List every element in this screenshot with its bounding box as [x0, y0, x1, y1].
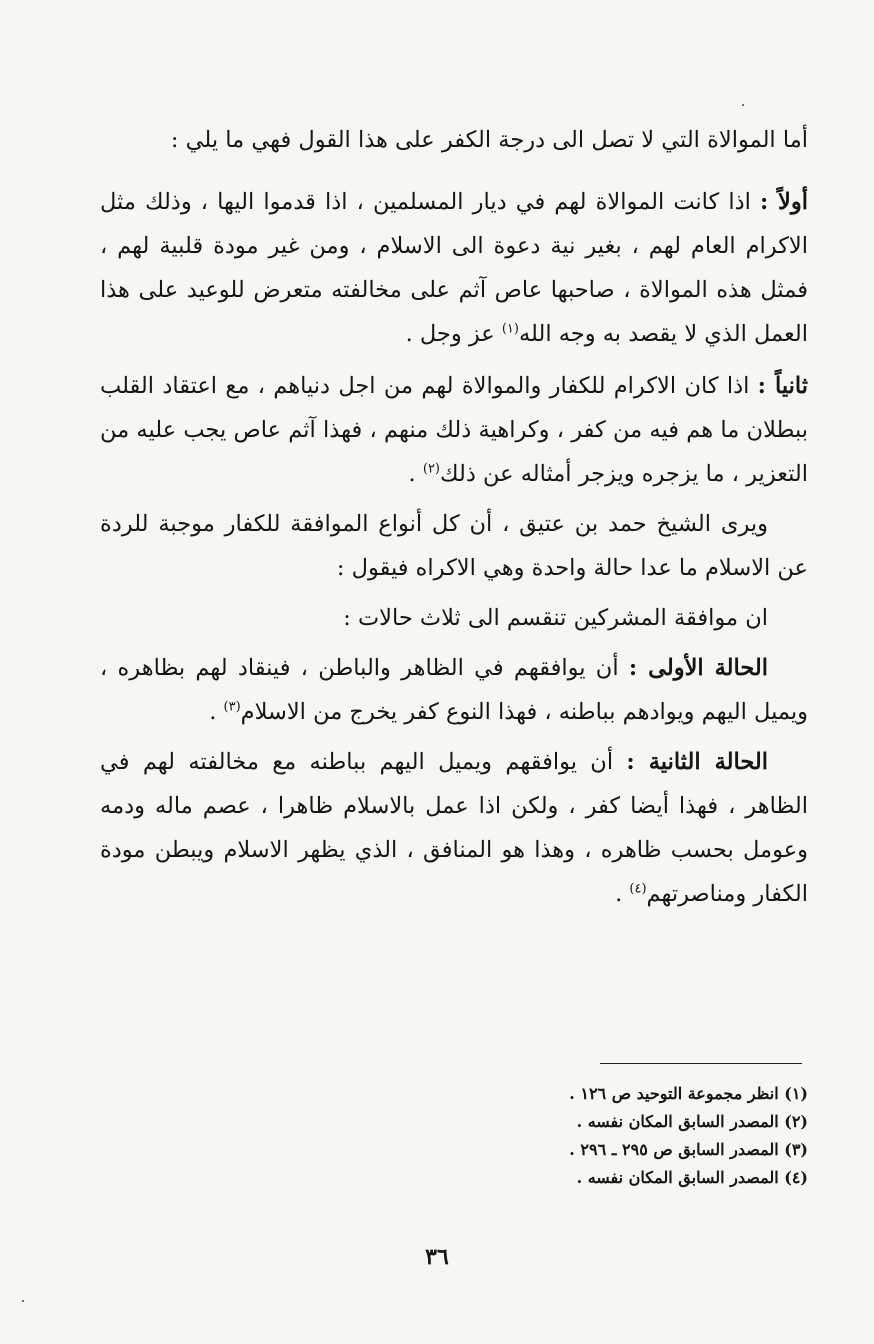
- point-one-lead: أولاً :: [759, 189, 809, 215]
- footnote-4: (٤) المصدر السابق المكان نفسه .: [576, 1168, 808, 1187]
- footnote-ref-2: (٢): [422, 461, 440, 477]
- scan-speck: [742, 104, 744, 106]
- main-text: [100, 118, 808, 916]
- point-one-text: اذا كانت الموالاة لهم في ديار المسلمين ، اذا قدموا اليها ، وذلك مثل الاكرام العام لهم ، بغير نية دعوة الى الاسلام ، ومن غير مودة قلبية لهم ، فمثل هذه الموالاة ، صاحبها عاص آثم على مخالفته متعرض للوعيد على هذا العمل الذي لا يقصد به وجه الله: [100, 189, 808, 347]
- footnote-ref-4: (٤): [629, 881, 647, 897]
- footnote-separator: [600, 1063, 802, 1064]
- point-one-tail: عز وجل .: [405, 321, 502, 347]
- point-two-text: اذا كان الاكرام للكفار والموالاة لهم من اجل دنياهم ، مع اعتقاد القلب ببطلان ما هم فيه من كفر ، وكراهية ذلك منهم ، فهذا آثم عاص يجب عليه من التعزير ، ما يزجره ويزجر أمثاله عن ذلك: [100, 373, 808, 487]
- case-one-lead: الحالة الأولى :: [628, 655, 768, 681]
- footnote-1: (١) انظر مجموعة التوحيد ص ١٢٦ .: [569, 1084, 808, 1103]
- case-one-tail: .: [209, 699, 224, 725]
- footnote-ref-1: (١): [501, 321, 519, 337]
- footnotes: [440, 1080, 808, 1192]
- case-one-text: أن يوافقهم في الظاهر والباطن ، فينقاد لهم بظاهره ، ويميل اليهم ويوادهم بباطنه ، فهذا النوع كفر يخرج من الاسلام: [100, 655, 808, 725]
- intro-paragraph: أما الموالاة التي لا تصل الى درجة الكفر على هذا القول فهي ما يلي :: [170, 127, 808, 153]
- page-number: ٣٦: [425, 1244, 449, 1270]
- footnote-2: (٢) المصدر السابق المكان نفسه .: [576, 1112, 808, 1131]
- footnote-3: (٣) المصدر السابق ص ٢٩٥ ـ ٢٩٦ .: [569, 1140, 808, 1159]
- point-one-paragraph: [100, 180, 808, 356]
- three-cases-paragraph: ان موافقة المشركين تنقسم الى ثلاث حالات :: [343, 605, 768, 631]
- ibn-atiq-paragraph: ويرى الشيخ حمد بن عتيق ، أن كل أنواع الموافقة للكفار موجبة للردة عن الاسلام ما عدا حالة واحدة وهي الاكراه فيقول :: [100, 511, 808, 581]
- scan-speck: [22, 1300, 24, 1302]
- case-two-lead: الحالة الثانية :: [626, 749, 768, 775]
- case-two-paragraph: [100, 740, 808, 916]
- case-one-paragraph: [100, 646, 808, 734]
- point-two-lead: ثانياً :: [757, 373, 808, 399]
- footnote-ref-3: (٣): [223, 699, 241, 715]
- case-two-text: أن يوافقهم ويميل اليهم بباطنه مع مخالفته لهم في الظاهر ، فهذا أيضا كفر ، ولكن اذا عمل بالاسلام ظاهرا ، عصم ماله ودمه وعومل بحسب ظاهره ، وهذا هو المنافق ، الذي يظهر الاسلام ويبطن مودة الكفار ومناصرتهم: [100, 749, 808, 907]
- case-two-tail: .: [615, 881, 630, 907]
- point-two-paragraph: [100, 364, 808, 496]
- point-two-tail: .: [408, 461, 423, 487]
